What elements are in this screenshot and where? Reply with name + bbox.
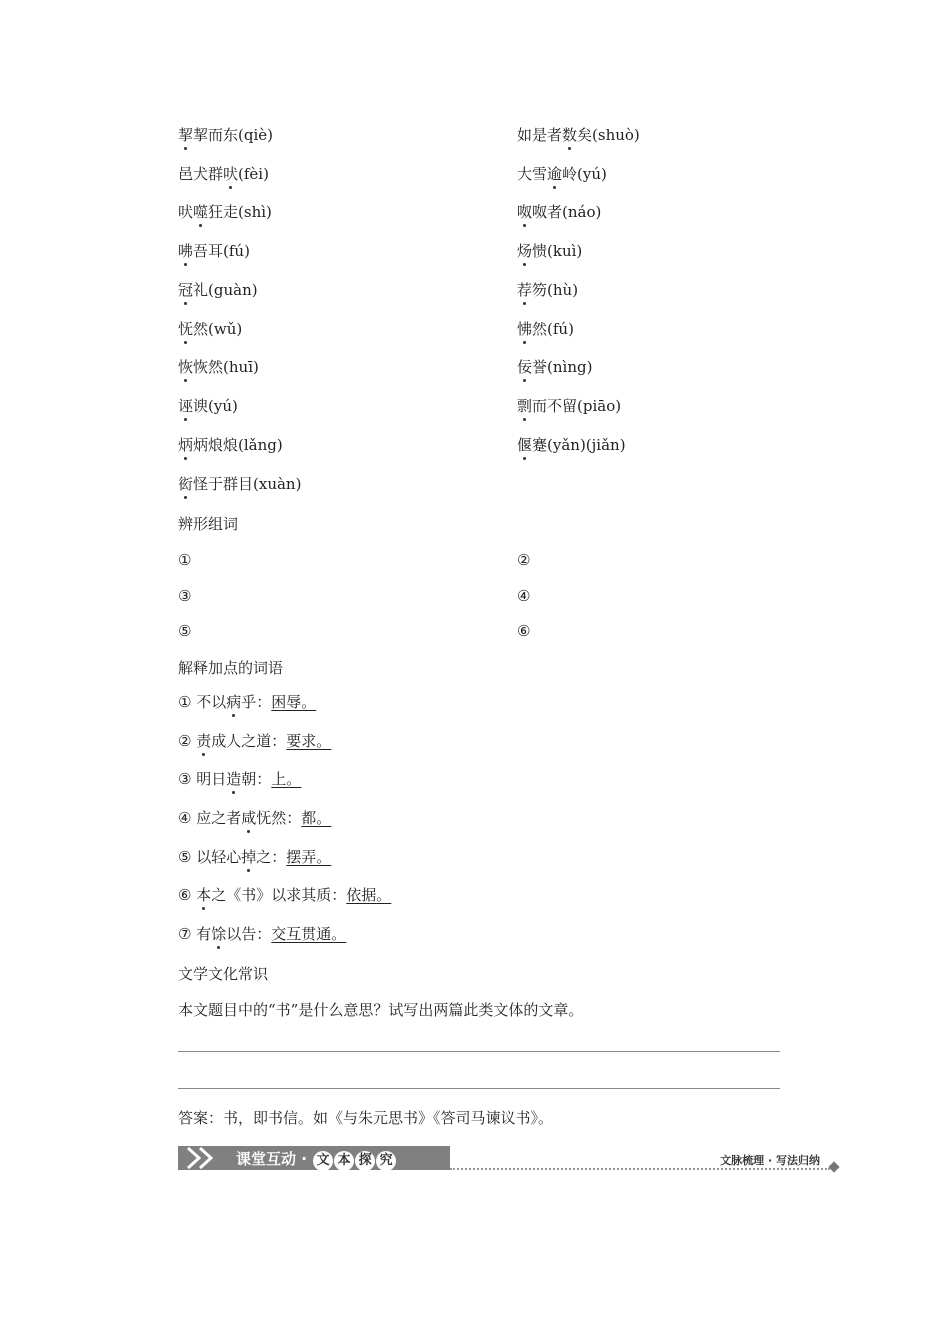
- answer-text: 依据。: [346, 886, 392, 904]
- item-marker: ②: [517, 551, 531, 569]
- pron-right: 剽而不留(piāo): [517, 397, 622, 415]
- banner-subtitle: 文脉梳理 · 写法归纳: [720, 1154, 820, 1167]
- jieshi-item: ⑥ 本之《书》以求其质：依据。: [178, 886, 392, 904]
- pron-right: 炀愦(kuì): [517, 242, 583, 260]
- answer-text: 要求。: [286, 732, 332, 750]
- answer-text: 交互贯通。: [271, 925, 347, 943]
- pron-left: 咈吾耳(fú): [178, 242, 250, 260]
- pron-right: 怫然(fú): [517, 320, 574, 338]
- answer-text: 都。: [301, 809, 332, 827]
- pron-left: 衒怪于群目(xuàn): [178, 475, 302, 493]
- pron-row: [178, 396, 622, 416]
- pron-right: 偃蹇(yǎn)(jiǎn): [517, 436, 626, 454]
- pron-row: [178, 474, 301, 494]
- pron-row: [178, 280, 579, 300]
- pron-left: 恢恢然(huī): [178, 358, 259, 376]
- jieshi-item: ③ 明日造朝：上。: [178, 770, 302, 788]
- jieshi-item: ⑦ 有馀以告：交互贯通。: [178, 925, 347, 943]
- banner-title: 课堂互动 · 文 本 探 究: [236, 1148, 396, 1171]
- pron-left: 冠礼(guàn): [178, 281, 258, 299]
- pron-left: 吠噬狂走(shì): [178, 203, 272, 221]
- section-banner: [178, 1143, 838, 1173]
- pron-row: [178, 202, 602, 222]
- answer-text: 摆弄。: [286, 848, 332, 866]
- answer-text: 上。: [271, 770, 302, 788]
- jieshi-item: ⑤ 以轻心掉之：摆弄。: [178, 848, 332, 866]
- pron-right: 呶呶者(náo): [517, 203, 602, 221]
- double-chevron-icon: [182, 1146, 226, 1170]
- section-heading-bianxing: 辨形组词: [178, 515, 239, 533]
- section-heading-wenxue: 文学文化常识: [178, 965, 269, 983]
- diamond-icon: [828, 1161, 839, 1172]
- pron-right: 大雪逾岭(yú): [517, 165, 607, 183]
- pron-left: 邑犬群吠(fèi): [178, 165, 269, 183]
- pron-row: [178, 435, 626, 455]
- jieshi-item: ④ 应之者咸怃然：都。: [178, 809, 332, 827]
- jieshi-item: ① 不以病乎：困辱。: [178, 693, 317, 711]
- bianxing-row: [178, 586, 531, 606]
- pron-row: [178, 125, 640, 145]
- pron-row: [178, 164, 607, 184]
- item-marker: ④: [517, 587, 531, 605]
- pron-left: 怃然(wǔ): [178, 320, 243, 338]
- pron-left: 诬谀(yú): [178, 397, 238, 415]
- answer-text: 答案：书，即书信。如《与朱元思书》《答司马谏议书》。: [178, 1109, 554, 1127]
- item-marker: ③: [178, 587, 192, 605]
- answer-blank-line: [178, 1051, 780, 1052]
- jieshi-item: ② 责成人之道：要求。: [178, 732, 332, 750]
- item-marker: ⑥: [517, 622, 531, 640]
- pron-row: [178, 319, 574, 339]
- bianxing-row: [178, 621, 531, 641]
- answer-text: 困辱。: [271, 693, 317, 711]
- item-marker: ①: [178, 551, 192, 569]
- pron-right: 佞誉(nìng): [517, 358, 593, 376]
- pron-row: [178, 357, 593, 377]
- pron-left: 炳炳烺烺(lǎng): [178, 436, 283, 454]
- question-text: 本文题目中的“书”是什么意思？试写出两篇此类文体的文章。: [178, 1001, 584, 1019]
- pron-right: 荐笏(hù): [517, 281, 579, 299]
- item-marker: ⑤: [178, 622, 192, 640]
- pron-left: 挈挈而东(qiè): [178, 126, 273, 144]
- pron-row: [178, 241, 583, 261]
- banner-dotted-rule: [450, 1168, 830, 1170]
- answer-blank-line: [178, 1088, 780, 1089]
- section-heading-jieshi: 解释加点的词语: [178, 659, 284, 677]
- pron-right: 如是者数矣(shuò): [517, 126, 640, 144]
- bianxing-row: [178, 550, 531, 570]
